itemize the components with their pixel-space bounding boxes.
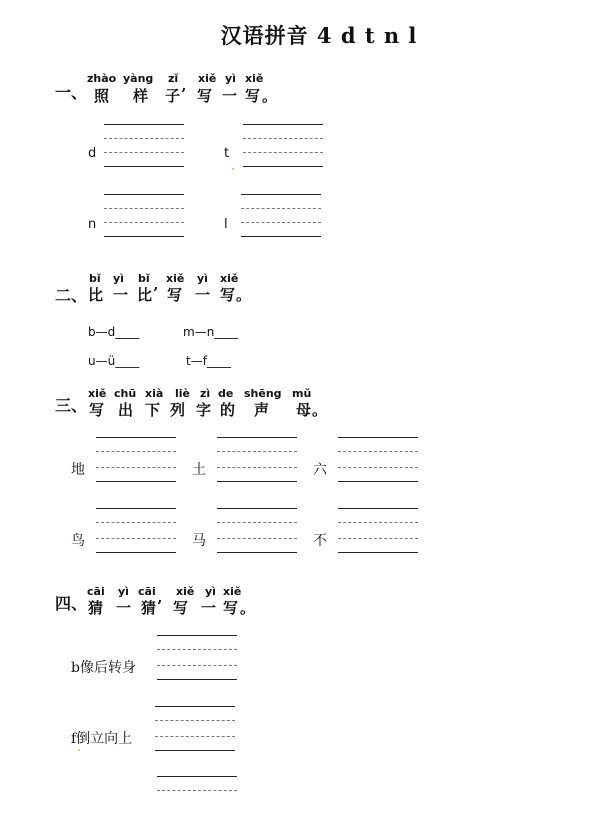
- pinyin: yì: [205, 585, 216, 598]
- pinyin: xiě: [245, 72, 264, 85]
- pinyin: yì: [113, 272, 124, 285]
- hanzi: 比: [88, 286, 104, 304]
- section-1-number: 一、: [55, 83, 88, 102]
- char-label: 六: [313, 462, 327, 478]
- hanzi: 出: [118, 401, 134, 419]
- char-label: 鸟: [71, 533, 85, 549]
- writing-grid[interactable]: [96, 437, 176, 479]
- char-label: 马: [192, 533, 206, 549]
- hanzi: 写: [167, 286, 183, 304]
- pinyin: mǔ: [292, 387, 312, 400]
- pinyin: liè: [175, 387, 191, 400]
- writing-grid[interactable]: [338, 437, 418, 479]
- hanzi: 一: [201, 599, 217, 617]
- char-label: 土: [192, 462, 206, 478]
- hanzi: 猜: [88, 599, 104, 617]
- pinyin: zhào: [87, 72, 117, 85]
- writing-grid[interactable]: [217, 508, 297, 550]
- period: 。: [240, 599, 256, 617]
- pinyin: xiě: [166, 272, 185, 285]
- speck: [78, 749, 80, 751]
- hanzi: 子: [165, 87, 181, 105]
- period: 。: [262, 87, 278, 105]
- letter-label: n: [88, 217, 97, 232]
- hanzi: 写: [245, 87, 261, 105]
- writing-grid[interactable]: [104, 124, 184, 166]
- pinyin: xià: [145, 387, 164, 400]
- hanzi: 一: [222, 87, 238, 105]
- pinyin: zì: [200, 387, 211, 400]
- hanzi: 一: [116, 599, 132, 617]
- hanzi: 写: [223, 599, 239, 617]
- hanzi: 写: [197, 87, 213, 105]
- separator-quote: ’: [153, 284, 159, 302]
- char-label: 不: [313, 533, 327, 549]
- compare-pair: m—n____: [183, 325, 239, 339]
- char-label: 地: [71, 462, 85, 478]
- writing-grid[interactable]: [217, 437, 297, 479]
- compare-pair: b—d____: [88, 325, 140, 339]
- letter-label: d: [88, 146, 97, 161]
- hanzi: 声: [254, 401, 270, 419]
- writing-grid[interactable]: [241, 194, 321, 236]
- writing-grid[interactable]: [243, 124, 323, 166]
- writing-grid[interactable]: [96, 508, 176, 550]
- hanzi: 一: [113, 286, 129, 304]
- pinyin: bǐ: [138, 272, 150, 285]
- speck: [232, 168, 234, 170]
- pinyin: cāi: [138, 585, 156, 598]
- separator-quote: ’: [181, 85, 187, 103]
- letter-label: l: [224, 217, 228, 232]
- riddle-text: b像后转身: [71, 660, 136, 676]
- hanzi: 比: [137, 286, 153, 304]
- pinyin: xiě: [220, 272, 239, 285]
- hanzi: 照: [94, 87, 110, 105]
- pinyin: de: [218, 387, 234, 400]
- writing-grid[interactable]: [338, 508, 418, 550]
- hanzi: 写: [173, 599, 189, 617]
- pinyin: xiě: [198, 72, 217, 85]
- page-title: 汉语拼音 4 d t n l: [220, 23, 418, 48]
- writing-grid[interactable]: [157, 635, 237, 677]
- writing-grid[interactable]: [104, 194, 184, 236]
- hanzi: 写: [89, 401, 105, 419]
- hanzi: 猜: [141, 599, 157, 617]
- pinyin: bǐ: [89, 272, 101, 285]
- section-2-number: 二、: [55, 286, 88, 305]
- writing-grid[interactable]: [155, 706, 235, 748]
- pinyin: xiě: [176, 585, 195, 598]
- hanzi: 列: [170, 401, 186, 419]
- pinyin: xiě: [223, 585, 242, 598]
- hanzi: 样: [133, 87, 149, 105]
- hanzi: 字: [196, 401, 212, 419]
- pinyin: shēng: [244, 387, 282, 400]
- pinyin: yì: [197, 272, 208, 285]
- writing-grid[interactable]: [157, 776, 237, 818]
- pinyin: zǐ: [168, 72, 179, 85]
- hanzi: 母: [296, 401, 312, 419]
- period: 。: [312, 401, 328, 419]
- letter-label: t: [224, 146, 230, 161]
- pinyin: yì: [225, 72, 236, 85]
- hanzi: 下: [145, 401, 161, 419]
- hanzi: 的: [220, 401, 236, 419]
- section-4-number: 四、: [55, 594, 88, 613]
- pinyin: yì: [118, 585, 129, 598]
- pinyin: yàng: [123, 72, 154, 85]
- period: 。: [236, 286, 252, 304]
- pinyin: cāi: [87, 585, 105, 598]
- separator-quote: ’: [157, 597, 163, 615]
- compare-pair: t—f____: [186, 354, 231, 368]
- riddle-text: f倒立向上: [71, 731, 133, 747]
- compare-pair: u—ü____: [88, 354, 140, 368]
- hanzi: 写: [220, 286, 236, 304]
- pinyin: xiě: [88, 387, 107, 400]
- hanzi: 一: [195, 286, 211, 304]
- pinyin: chū: [114, 387, 137, 400]
- section-3-number: 三、: [55, 396, 88, 415]
